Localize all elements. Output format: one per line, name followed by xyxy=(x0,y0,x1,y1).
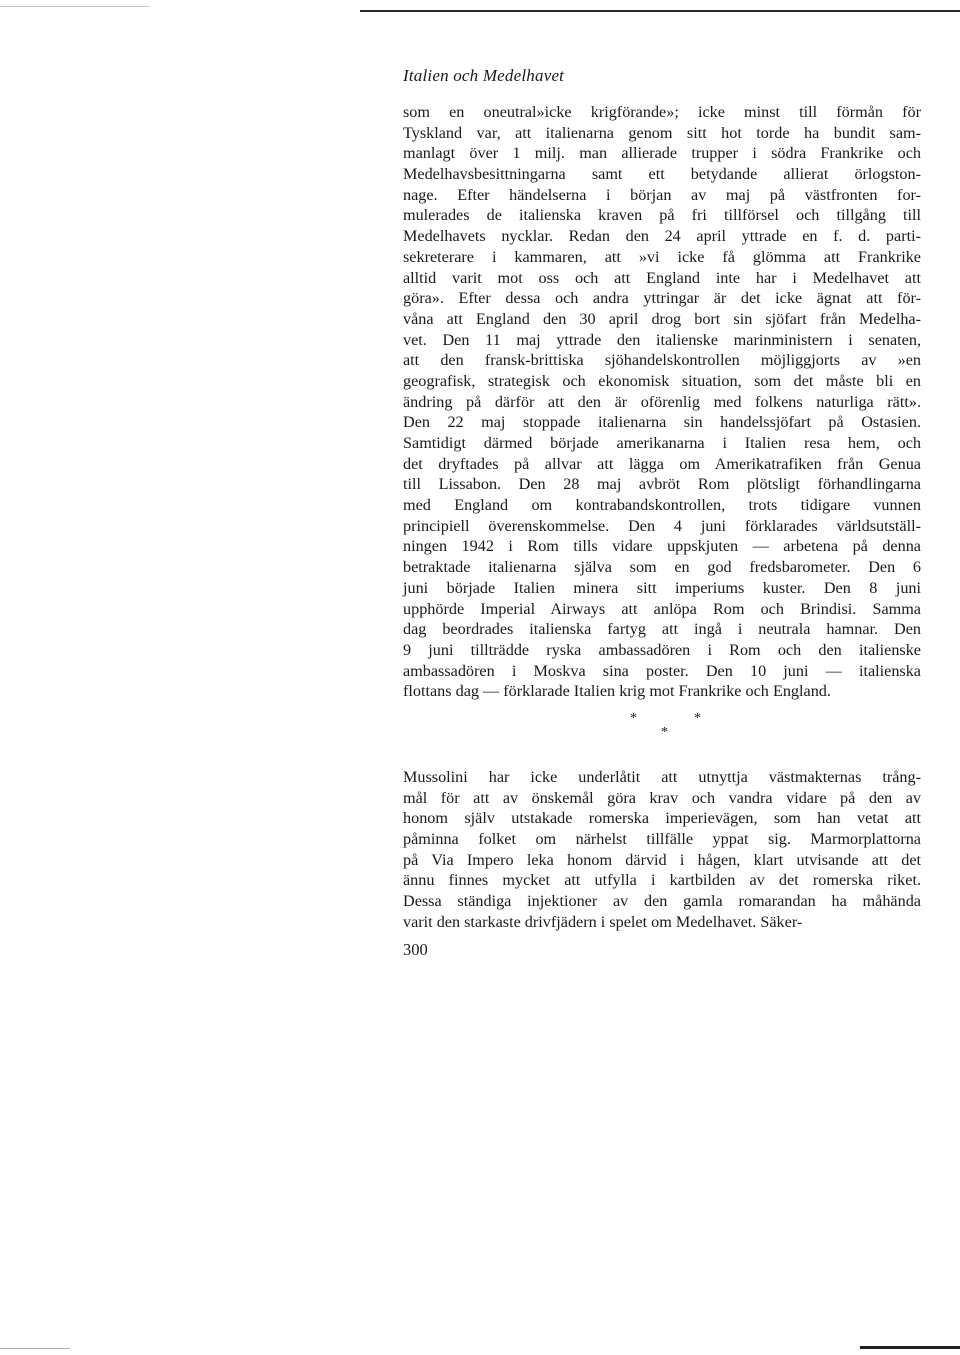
text-line: på Via Impero leka honom därvid i hågen, klart utvisande att det xyxy=(403,850,921,869)
text-line: sekreterare i kammaren, att »vi icke få glömma att Frankrike xyxy=(403,247,921,266)
scan-edge-mark-top xyxy=(360,10,960,12)
text-line: Medelhavets nycklar. Redan den 24 april yttrade en f. d. parti- xyxy=(403,227,921,246)
text-line: ambassadören i Moskva sina poster. Den 10 juni — italienska xyxy=(403,661,921,680)
text-line: göra». Efter dessa och andra yttringar är det icke ägnat att för- xyxy=(403,289,921,308)
body-paragraph-1 xyxy=(403,102,921,702)
text-line: Tyskland var, att italienarna genom sitt hot torde ha bundit sam- xyxy=(403,123,921,142)
scan-edge-mark-bottom xyxy=(860,1346,960,1349)
text-line: med England om kontrabandskontrollen, trots tidigare vunnen xyxy=(403,496,921,515)
text-line: manlagt över 1 milj. man allierade trupper i södra Frankrike och xyxy=(403,144,921,163)
text-line: dag beordrades italienska fartyg att ingå i neutrala hamnar. Den xyxy=(403,620,921,639)
text-line: nage. Efter händelserna i början av maj på västfronten for- xyxy=(403,185,921,204)
text-line: våna att England den 30 april drog bort sin sjöfart från Medelha- xyxy=(403,309,921,328)
scan-edge-mark-top-left xyxy=(0,6,150,7)
page-number: 300 xyxy=(403,940,428,959)
text-line: varit den starkaste drivfjädern i spelet om Medelhavet. Säker- xyxy=(403,912,803,931)
text-line: upphörde Imperial Airways att anlöpa Rom och Brindisi. Samma xyxy=(403,599,921,618)
text-line: det dryftades på allvar att lägga om Amerikatrafiken från Genua xyxy=(403,454,921,473)
text-line: principiell överenskommelse. Den 4 juni förklarades världsutställ- xyxy=(403,516,921,535)
text-line: alltid varit mot oss och att England inte har i Medelhavet att xyxy=(403,268,921,287)
text-line: juni började Italien minera sitt imperiums kuster. Den 8 juni xyxy=(403,578,921,597)
running-head: Italien och Medelhavet xyxy=(403,66,565,85)
text-line: som en oneutral»icke krigförande»; icke minst till förmån för xyxy=(403,103,921,121)
text-line: Mussolini har icke underlåtit att utnyttja västmakternas trång- xyxy=(403,768,921,786)
text-line: ändring på därför att den är oförenlig med folkens naturliga rätt». xyxy=(403,392,921,411)
text-line: mål för att av önskemål göra krav och vandra vidare på den av xyxy=(403,788,921,807)
asterisk: * xyxy=(694,711,701,726)
text-line: honom själv utstakade romerska imperievägen, som han vetat att xyxy=(403,809,921,828)
section-separator xyxy=(0,712,960,752)
text-line: Medelhavsbesittningarna samt ett betydande allierat örlogston- xyxy=(403,165,921,184)
text-line: Den 22 maj stoppade italienarna sin handelssjöfart på Ostasien. xyxy=(403,413,921,432)
text-line: ningen 1942 i Rom tills vidare uppskjuten — arbetena på denna xyxy=(403,537,921,556)
text-line: mulerades de italienska kraven på fri tillförsel och tillgång till xyxy=(403,206,921,225)
text-line: påminna folket om närhelst tillfälle yppat sig. Marmorplattorna xyxy=(403,830,921,849)
text-line: betraktade italienarna själva som en god fredsbarometer. Den 6 xyxy=(403,558,921,577)
text-line: Samtidigt därmed började amerikanarna i Italien resa hem, och xyxy=(403,434,921,452)
text-line: till Lissabon. Den 28 maj avbröt Rom plötsligt förhandlingarna xyxy=(403,475,921,494)
text-line: Dessa ständiga injektioner av den gamla romarandan ha måhända xyxy=(403,892,921,911)
text-line: att den fransk-brittiska sjöhandelskontrollen möjliggjorts av »en xyxy=(403,351,921,370)
text-line: flottans dag — förklarade Italien krig mot Frankrike och England. xyxy=(403,682,831,701)
scan-edge-mark-bottom-left xyxy=(0,1348,70,1349)
text-line: geografisk, strategisk och ekonomisk situation, som det måste bli en xyxy=(403,371,921,390)
body-paragraph-2 xyxy=(403,767,921,933)
asterisk: * xyxy=(661,725,668,740)
text-line: 9 juni tillträdde ryska ambassadören i Rom och den italienske xyxy=(403,640,921,659)
asterisk: * xyxy=(630,711,637,726)
text-line: ännu finnes mycket att utfylla i kartbilden av det romerska riket. xyxy=(403,871,921,890)
text-line: vet. Den 11 maj yttrade den italienske marinministern i senaten, xyxy=(403,330,921,349)
